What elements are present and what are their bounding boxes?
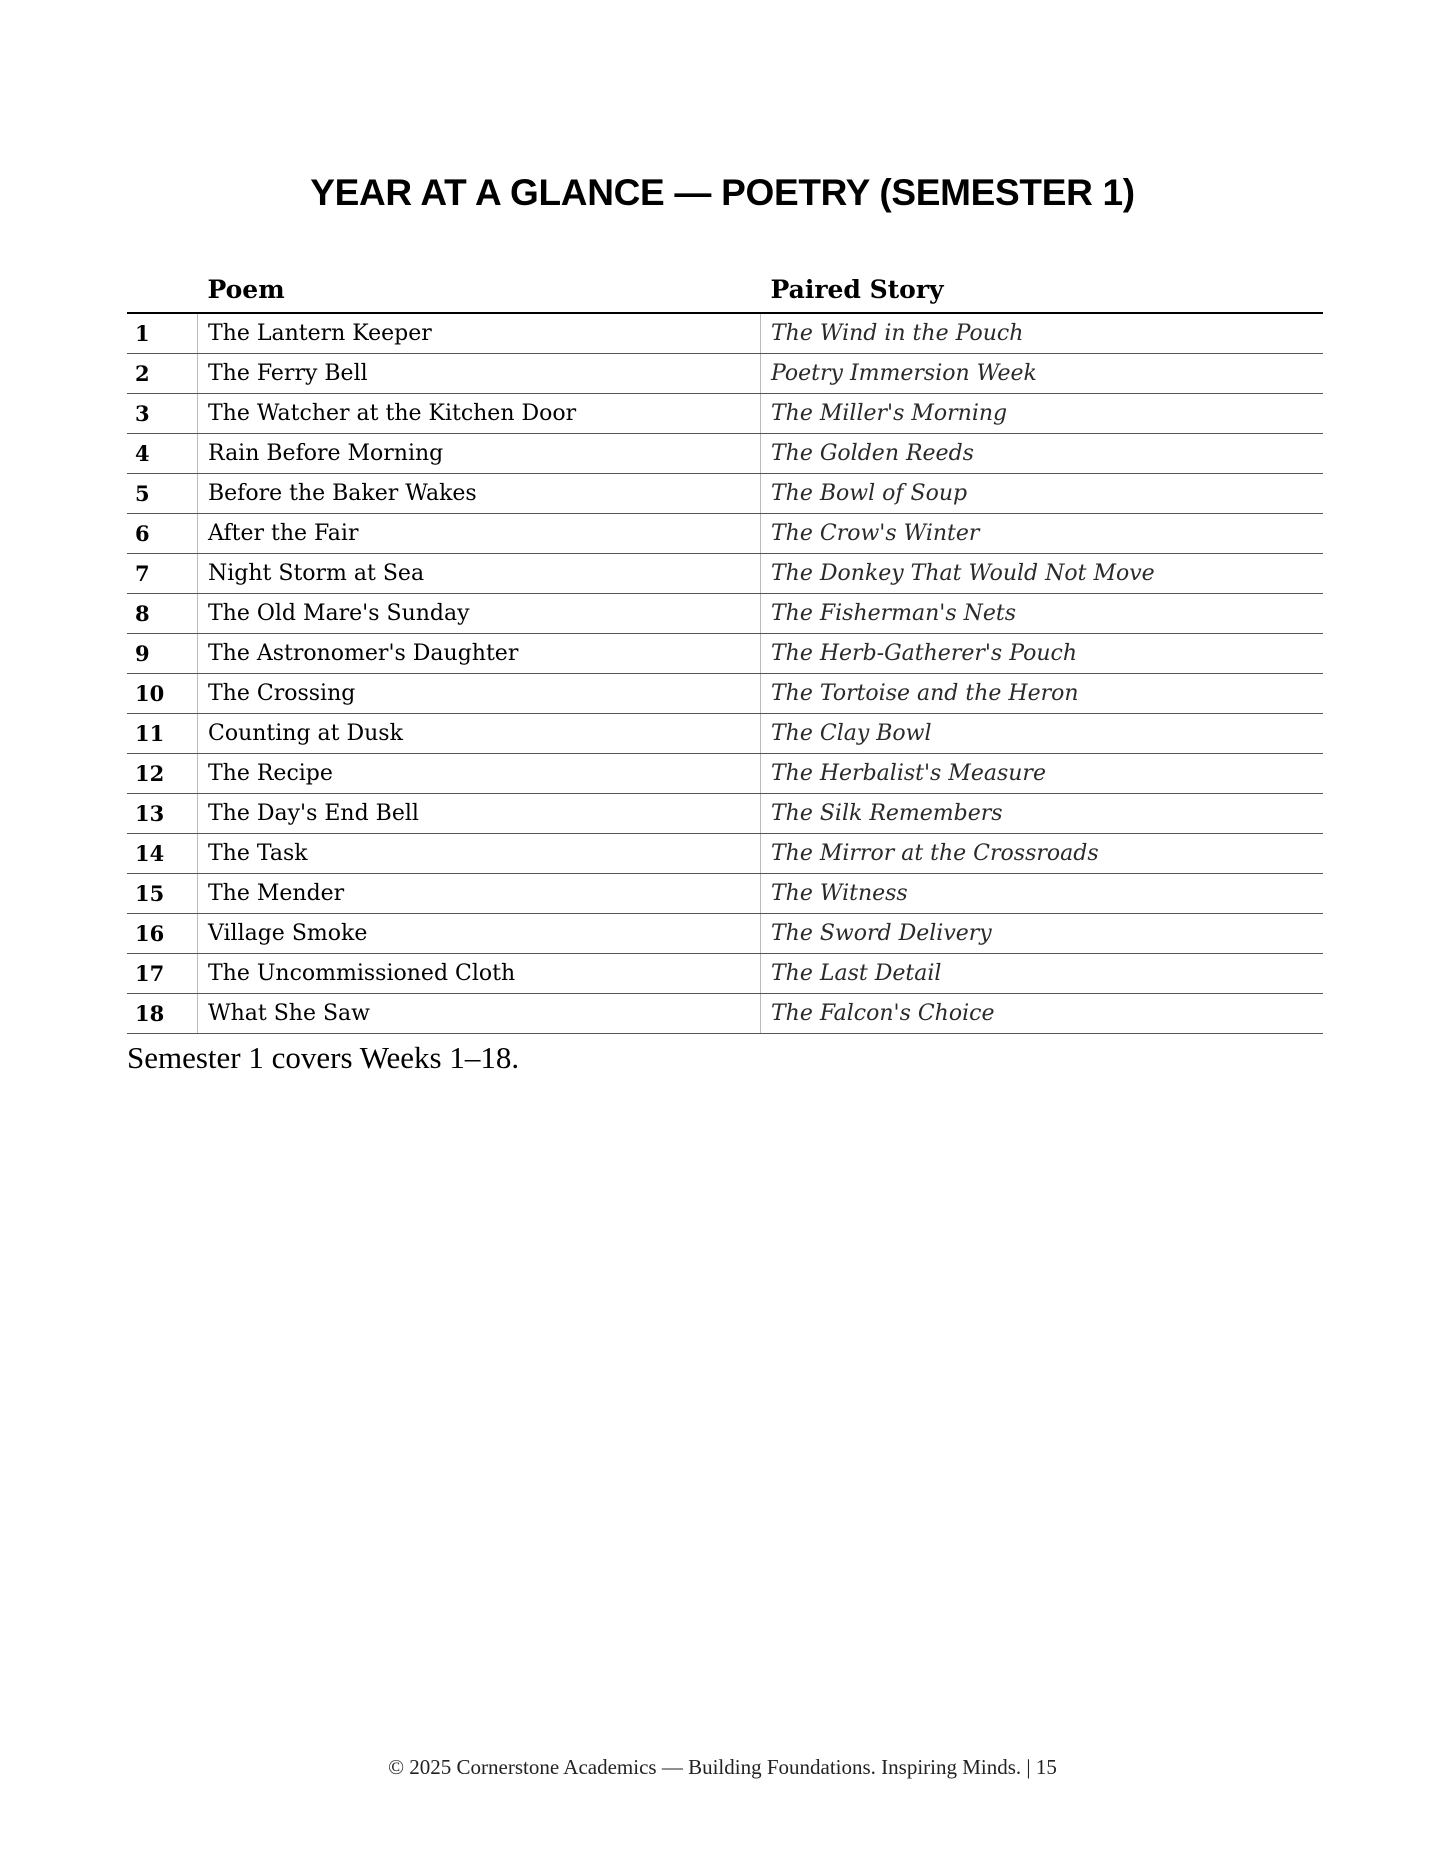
poem-title-cell: The Ferry Bell: [198, 354, 761, 394]
paired-story-cell: The Witness: [761, 874, 1324, 914]
week-number-cell: 15: [127, 874, 198, 914]
paired-story-cell: The Wind in the Pouch: [761, 313, 1324, 354]
poem-title-cell: The Uncommissioned Cloth: [198, 954, 761, 994]
table-row: [127, 313, 1323, 354]
paired-story-cell: The Mirror at the Crossroads: [761, 834, 1324, 874]
week-number-cell: 14: [127, 834, 198, 874]
week-number-cell: 11: [127, 714, 198, 754]
poem-title-cell: The Lantern Keeper: [198, 313, 761, 354]
week-column-header: [127, 266, 198, 313]
week-number-cell: 7: [127, 554, 198, 594]
table-row: [127, 994, 1323, 1034]
paired-story-cell: The Golden Reeds: [761, 434, 1324, 474]
poem-title-cell: The Mender: [198, 874, 761, 914]
poem-title-cell: Night Storm at Sea: [198, 554, 761, 594]
poem-title-cell: The Recipe: [198, 754, 761, 794]
table-row: [127, 554, 1323, 594]
poetry-schedule-table: [127, 266, 1323, 1034]
paired-story-cell: The Tortoise and the Heron: [761, 674, 1324, 714]
table-row: [127, 754, 1323, 794]
header-row: [127, 266, 1323, 313]
poem-title-cell: Village Smoke: [198, 914, 761, 954]
page-footer: © 2025 Cornerstone Academics — Building Foundations. Inspiring Minds. | 15: [388, 1755, 1057, 1779]
page-title: YEAR AT A GLANCE — POETRY (SEMESTER 1): [310, 172, 1135, 213]
paired-story-cell: The Fisherman's Nets: [761, 594, 1324, 634]
week-number-cell: 17: [127, 954, 198, 994]
paired-story-column-header: Paired Story: [761, 266, 1324, 313]
table-row: [127, 874, 1323, 914]
paired-story-cell: The Crow's Winter: [761, 514, 1324, 554]
poem-column-header: Poem: [198, 266, 761, 313]
paired-story-cell: The Donkey That Would Not Move: [761, 554, 1324, 594]
paired-story-cell: The Bowl of Soup: [761, 474, 1324, 514]
week-number-cell: 18: [127, 994, 198, 1034]
poem-title-cell: The Astronomer's Daughter: [198, 634, 761, 674]
table-row: [127, 834, 1323, 874]
poem-title-cell: The Day's End Bell: [198, 794, 761, 834]
poem-title-cell: Counting at Dusk: [198, 714, 761, 754]
poem-title-cell: The Watcher at the Kitchen Door: [198, 394, 761, 434]
paired-story-cell: The Last Detail: [761, 954, 1324, 994]
week-number-cell: 13: [127, 794, 198, 834]
table-row: [127, 634, 1323, 674]
table-row: [127, 674, 1323, 714]
poem-title-cell: The Task: [198, 834, 761, 874]
paired-story-cell: The Sword Delivery: [761, 914, 1324, 954]
poem-title-cell: What She Saw: [198, 994, 761, 1034]
paired-story-cell: The Clay Bowl: [761, 714, 1324, 754]
week-number-cell: 8: [127, 594, 198, 634]
table-body: [127, 313, 1323, 1034]
week-number-cell: 2: [127, 354, 198, 394]
week-number-cell: 4: [127, 434, 198, 474]
paired-story-cell: Poetry Immersion Week: [761, 354, 1324, 394]
week-number-cell: 12: [127, 754, 198, 794]
week-number-cell: 1: [127, 313, 198, 354]
table-row: [127, 354, 1323, 394]
poem-title-cell: Before the Baker Wakes: [198, 474, 761, 514]
table-row: [127, 594, 1323, 634]
table-row: [127, 434, 1323, 474]
week-number-cell: 3: [127, 394, 198, 434]
paired-story-cell: The Miller's Morning: [761, 394, 1324, 434]
week-number-cell: 5: [127, 474, 198, 514]
week-number-cell: 9: [127, 634, 198, 674]
week-number-cell: 6: [127, 514, 198, 554]
table-header: [127, 266, 1323, 313]
table-row: [127, 914, 1323, 954]
table-row: [127, 794, 1323, 834]
poem-title-cell: After the Fair: [198, 514, 761, 554]
table-row: [127, 474, 1323, 514]
table-row: [127, 394, 1323, 434]
poem-title-cell: The Old Mare's Sunday: [198, 594, 761, 634]
paired-story-cell: The Falcon's Choice: [761, 994, 1324, 1034]
table-row: [127, 714, 1323, 754]
poem-title-cell: Rain Before Morning: [198, 434, 761, 474]
semester-note: Semester 1 covers Weeks 1–18.: [127, 1040, 520, 1075]
table-row: [127, 954, 1323, 994]
paired-story-cell: The Herbalist's Measure: [761, 754, 1324, 794]
week-number-cell: 16: [127, 914, 198, 954]
paired-story-cell: The Silk Remembers: [761, 794, 1324, 834]
paired-story-cell: The Herb-Gatherer's Pouch: [761, 634, 1324, 674]
poem-title-cell: The Crossing: [198, 674, 761, 714]
table-row: [127, 514, 1323, 554]
week-number-cell: 10: [127, 674, 198, 714]
